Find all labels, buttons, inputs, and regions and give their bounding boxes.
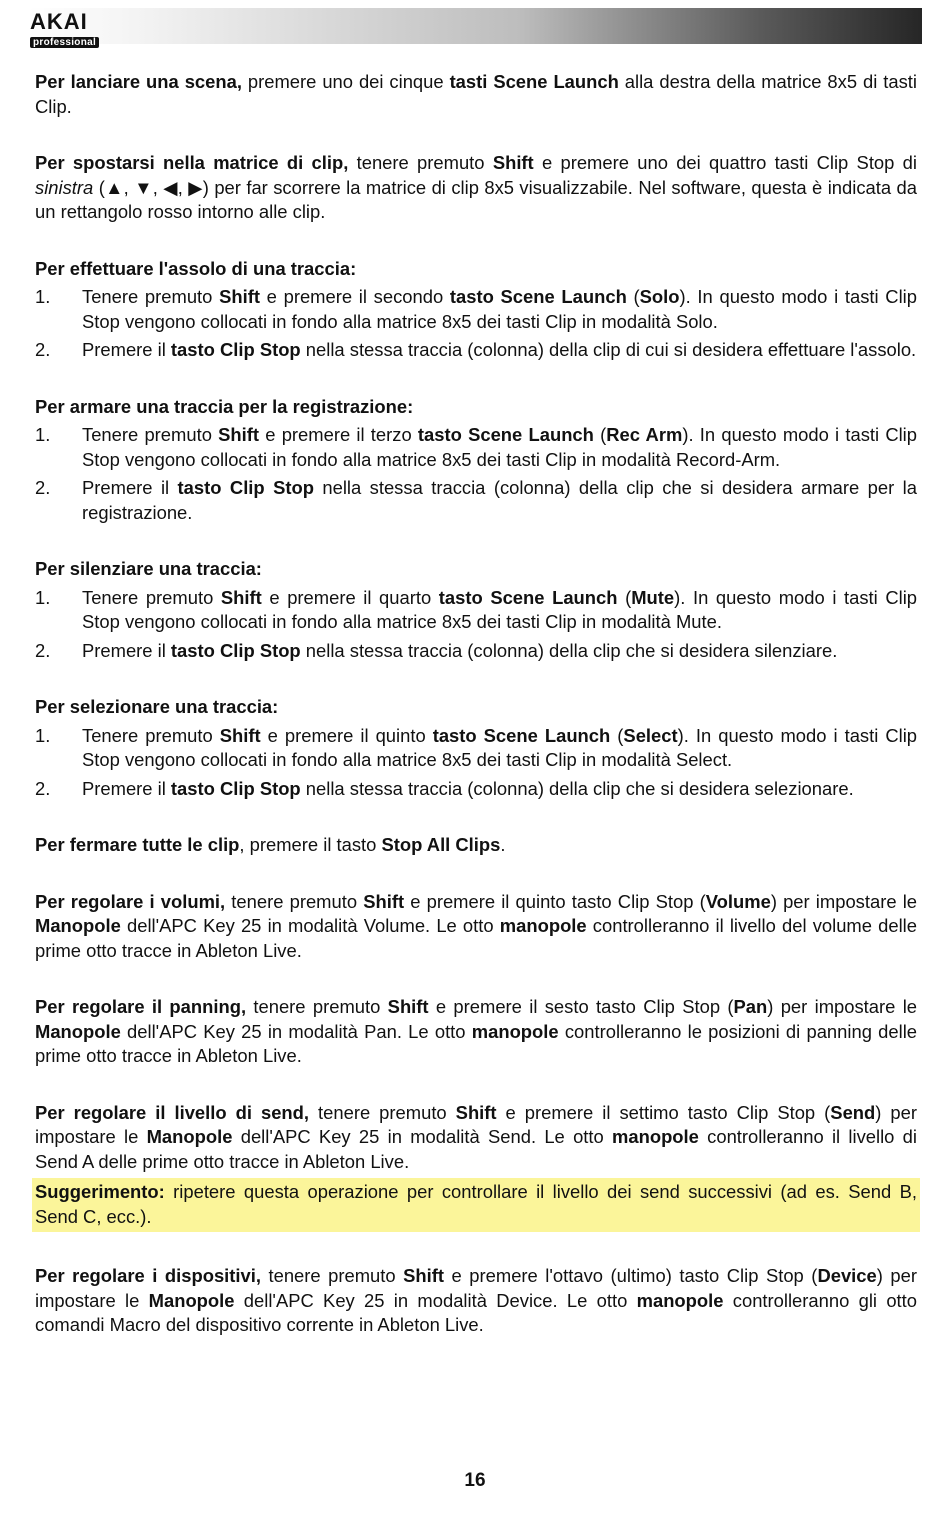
list-item: 2. Premere il tasto Clip Stop nella stessa traccia (colonna) della clip che si desidera selezionare. (35, 777, 854, 799)
paragraph-move-matrix: Per spostarsi nella matrice di clip, tenere premuto Shift e premere uno dei quattro tasti Clip Stop di sinistra (▲, ▼, ◀, ▶) per far scorrere la matrice di clip 8x5 visualizzabile. Nel software, questa è indicata da un rettangolo rosso intorno alle clip. (35, 152, 917, 222)
page-content (35, 70, 917, 1338)
list-item: 1. Tenere premuto Shift e premere il quinto tasto Scene Launch (Select). In questo modo i tasti Clip Stop vengono collocati in fondo alla matrice 8x5 dei tasti Clip in modalità Select. (35, 724, 918, 770)
page-number: 16 (464, 1470, 486, 1491)
paragraph-panning: Per regolare il panning, tenere premuto Shift e premere il sesto tasto Clip Stop (Pan) per impostare le Manopole dell'APC Key 25 in modalità Pan. Le otto manopole controlleranno le posizioni di panning delle prime otto tracce in Ableton Live. (35, 996, 918, 1066)
list-item: 1. Tenere premuto Shift e premere il quarto tasto Scene Launch (Mute). In questo modo i tasti Clip Stop vengono collocati in fondo alla matrice 8x5 dei tasti Clip in modalità Mute. (35, 586, 918, 632)
list-item: 2. Premere il tasto Clip Stop nella stessa traccia (colonna) della clip di cui si desidera effettuare l'assolo. (35, 339, 917, 360)
list-solo (35, 285, 917, 363)
paragraph-device: Per regolare i dispositivi, tenere premuto Shift e premere l'ottavo (ultimo) tasto Clip Stop (Device) per impostare le Manopole dell'APC Key 25 in modalità Device. Le otto manopole controlleranno gli otto comandi Macro del dispositivo corrente in Ableton Live. (35, 1265, 918, 1335)
list-item: 2. Premere il tasto Clip Stop nella stessa traccia (colonna) della clip che si desidera silenziare. (35, 639, 838, 661)
heading-solo: Per effettuare l'assolo di una traccia: (35, 257, 357, 279)
list-item: 1. Tenere premuto Shift e premere il secondo tasto Scene Launch (Solo). In questo modo i tasti Clip Stop vengono collocati in fondo alla matrice 8x5 dei tasti Clip in modalità Solo. (35, 286, 917, 332)
header-bar (28, 8, 922, 44)
tip-box: Suggerimento: ripetere questa operazione per controllare il livello dei send successivi (ad es. Send B, Send C, ecc.). (32, 1178, 920, 1232)
list-item: 2. Premere il tasto Clip Stop nella stessa traccia (colonna) della clip che si desidera armare per la registrazione. (35, 477, 917, 523)
paragraph-send: Per regolare il livello di send, tenere premuto Shift e premere il settimo tasto Clip Stop (Send) per impostare le Manopole dell'APC Key 25 in modalità Send. Le otto manopole controlleranno il livello di Send A delle prime otto tracce in Ableton Live. (35, 1101, 917, 1172)
paragraph-stop-all: Per fermare tutte le clip, premere il tasto Stop All Clips. (35, 834, 506, 855)
list-item: 1. Tenere premuto Shift e premere il terzo tasto Scene Launch (Rec Arm). In questo modo i tasti Clip Stop vengono collocati in fondo alla matrice 8x5 dei tasti Clip in modalità Record-Arm. (35, 424, 917, 470)
list-mute (35, 586, 917, 664)
logo-wordmark: AKAI (30, 9, 88, 34)
logo-subtitle: professional (30, 37, 99, 48)
paragraph-launch-scene: Per lanciare una scena, premere uno dei cinque tasti Scene Launch alla destra della matrice 8x5 di tasti Clip. (35, 71, 918, 117)
heading-rec-arm: Per armare una traccia per la registrazione: (35, 395, 414, 417)
heading-select: Per selezionare una traccia: (35, 696, 279, 717)
list-select (35, 724, 917, 802)
akai-logo (30, 9, 114, 48)
heading-mute: Per silenziare una traccia: (35, 558, 262, 579)
paragraph-volume: Per regolare i volumi, tenere premuto Shift e premere il quinto tasto Clip Stop (Volume) per impostare le Manopole dell'APC Key 25 in modalità Volume. Le otto manopole controlleranno il livello del volume delle prime otto tracce in Ableton Live. (35, 890, 918, 961)
list-rec-arm (35, 423, 917, 525)
